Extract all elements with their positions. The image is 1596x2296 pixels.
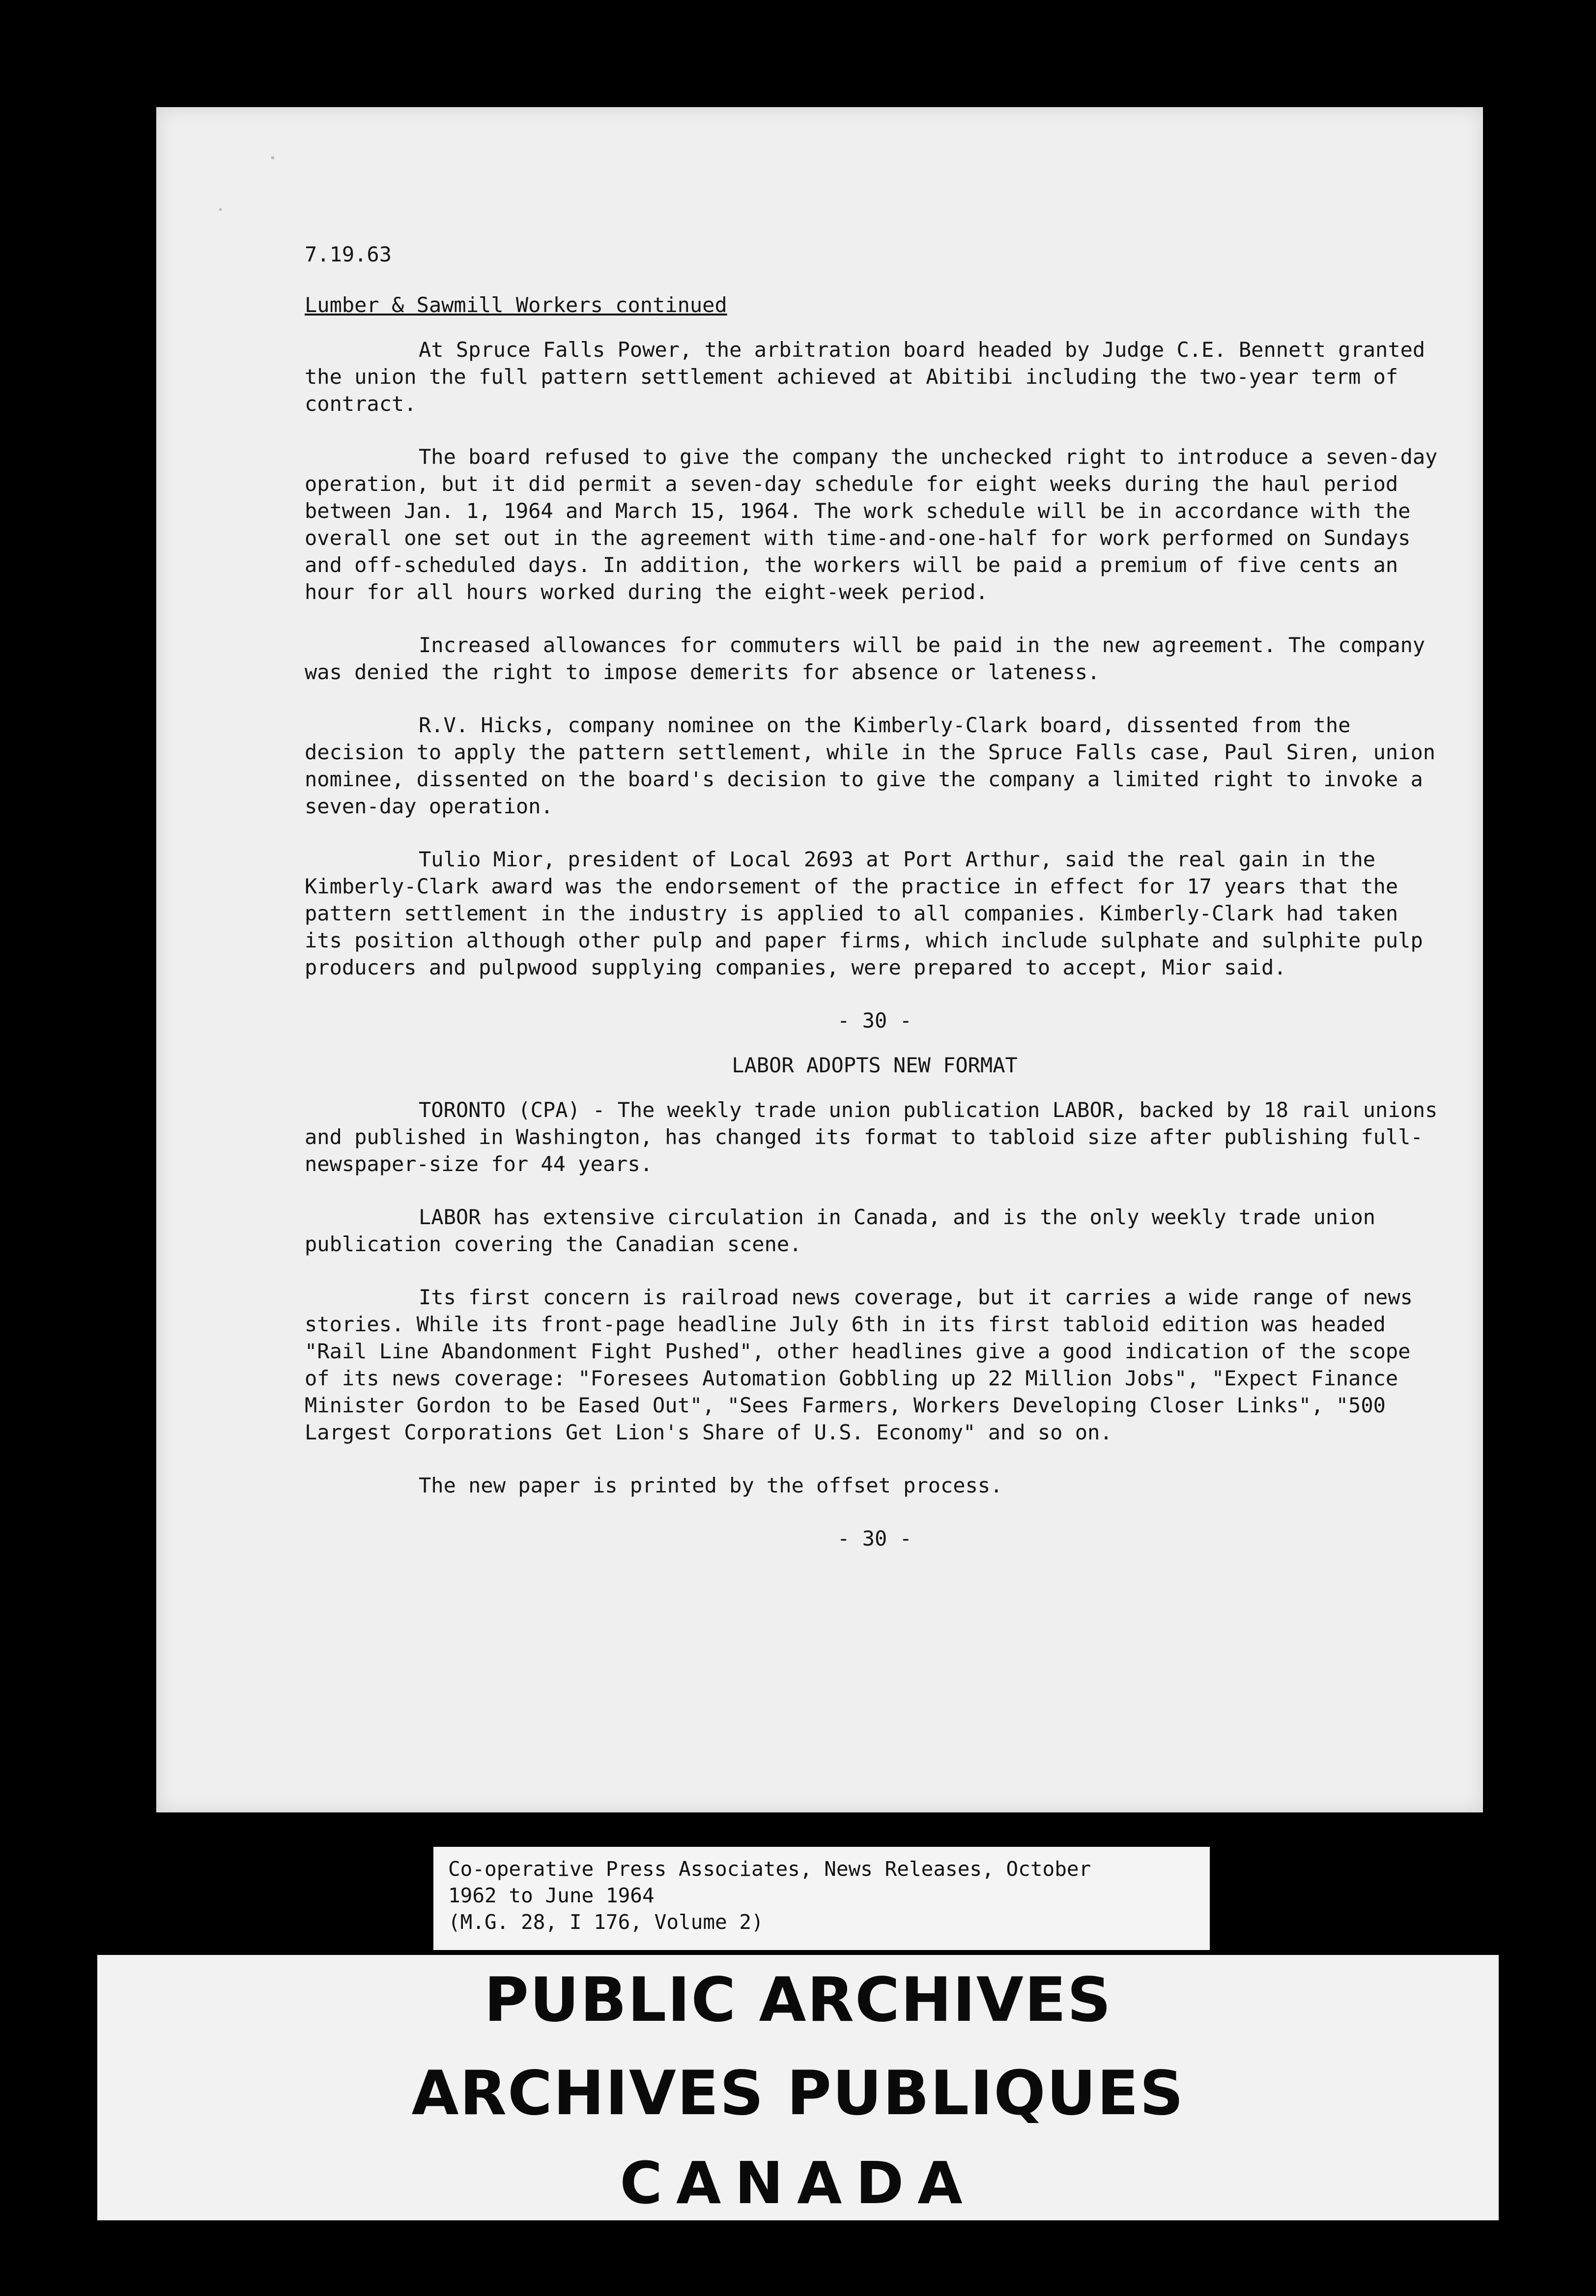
label-line: Co-operative Press Associates, News Releases, October — [448, 1857, 1091, 1881]
paragraph: LABOR has extensive circulation in Canada, and is the only weekly trade union publication covering the Canadian scene. — [305, 1205, 1376, 1256]
paragraph: TORONTO (CPA) - The weekly trade union publication LABOR, backed by 18 rail unions and published in Washington, has changed its format to tabloid size after publishing full-newspaper-size for 44 years. — [305, 1098, 1438, 1176]
stamp-line-country: CANADA — [620, 2149, 976, 2217]
paragraph: The new paper is printed by the offset process. — [419, 1473, 1003, 1497]
stamp-line-english: PUBLIC ARCHIVES — [484, 1965, 1112, 2036]
paragraph: At Spruce Falls Power, the arbitration board headed by Judge C.E. Bennett granted the union the full pattern settlement achieved at Abitibi including the two-year term of contract. — [305, 338, 1425, 416]
document-date: 7.19.63 — [305, 242, 392, 266]
paragraph: The board refused to give the company the unchecked right to introduce a seven-day operation, but it did permit a seven-day schedule for eight weeks during the haul period between Jan. 1, 1964 and March 15, 1964. The work schedule will be in accordance with the overall one set out in the agreement with time-and-one-half for work performed on Sundays and off-scheduled days. In addition, the workers will be paid a premium of five cents an hour for all hours worked during the eight-week period. — [305, 445, 1438, 604]
section-heading: Lumber & Sawmill Workers continued — [305, 293, 727, 317]
label-line: (M.G. 28, I 176, Volume 2) — [448, 1910, 764, 1934]
stamp-line-french: ARCHIVES PUBLIQUES — [411, 2058, 1185, 2129]
end-marker: - 30 - — [837, 1526, 912, 1550]
dust-speck — [271, 156, 274, 159]
typed-text-body — [305, 241, 1445, 1570]
paragraph: Increased allowances for commuters will be paid in the new agreement. The company was denied the right to impose demerits for absence or lateness. — [305, 633, 1425, 684]
paragraph: R.V. Hicks, company nominee on the Kimberly-Clark board, dissented from the decision to apply the pattern settlement, while in the Spruce Falls case, Paul Siren, union nominee, dissented on the board's decision to give the company a limited right to invoke a seven-day operation. — [305, 713, 1436, 818]
label-line: 1962 to June 1964 — [448, 1884, 655, 1907]
dust-speck — [219, 208, 222, 211]
archives-stamp — [97, 1955, 1499, 2220]
headline: LABOR ADOPTS NEW FORMAT — [732, 1053, 1018, 1077]
paragraph: Tulio Mior, president of Local 2693 at Port Arthur, said the real gain in the Kimberly-Clark award was the endorsement of the practice in effect for 17 years that the pattern settlement in the industry is applied to all companies. Kimberly-Clark had taken its position although other pulp and paper firms, which include sulphate and sulphite pulp producers and pulpwood supplying companies, were prepared to accept, Mior said. — [305, 847, 1423, 979]
end-marker: - 30 - — [837, 1008, 912, 1033]
archive-reference-label — [433, 1847, 1210, 1950]
paragraph: Its first concern is railroad news coverage, but it carries a wide range of news stories. While its front-page headline July 6th in its first tabloid edition was headed "Rail Line Abandonment Fight Pushed", other headlines give a good indication of the scope of its news coverage: "Foresees Automation Gobbling up 22 Million Jobs", "Expect Finance Minister Gordon to be Eased Out", "Sees Farmers, Workers Developing Closer Links", "500 Largest Corporations Get Lion's Share of U.S. Economy" and so on. — [305, 1285, 1413, 1444]
